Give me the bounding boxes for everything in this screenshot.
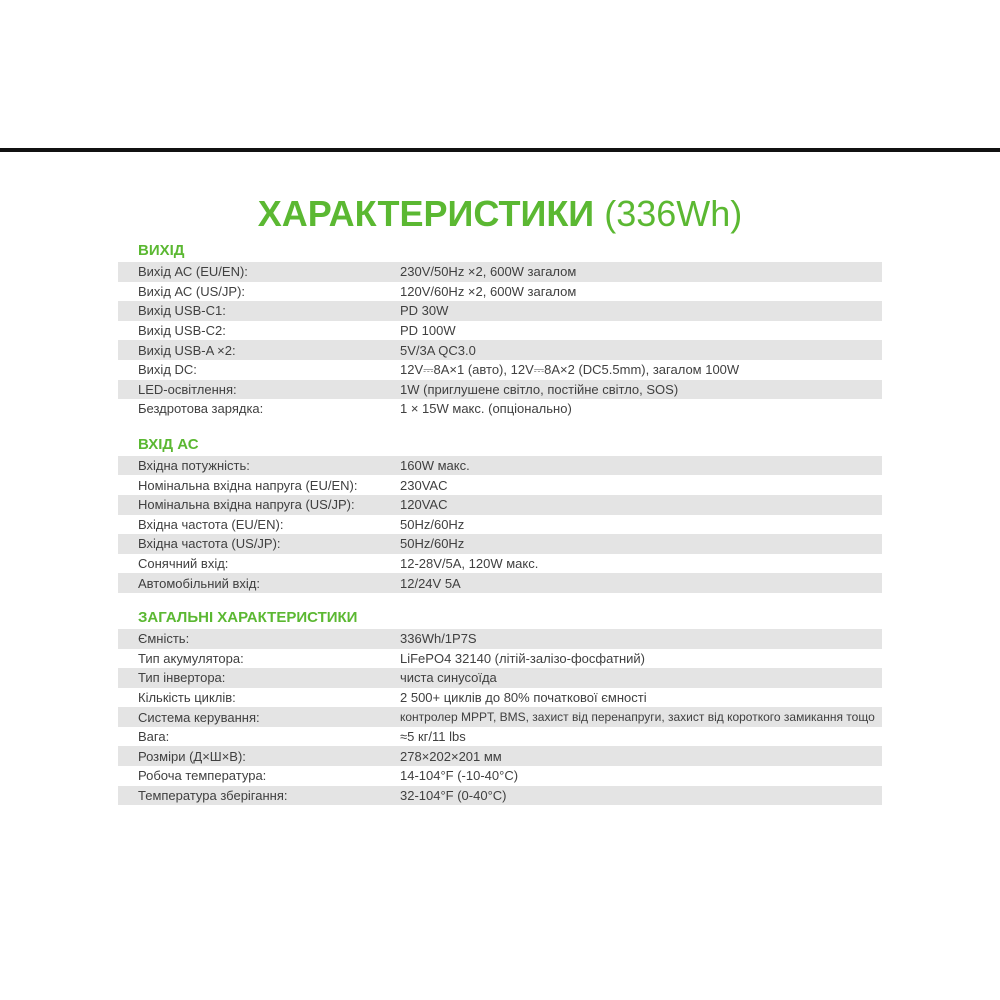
spec-label: Робоча температура: [138,768,267,784]
spec-row [118,380,882,400]
spec-label: Вихід АС (US/JP): [138,283,246,299]
spec-value: 336Wh/1P7S [400,631,477,647]
spec-label: Тип інвертора: [138,670,226,686]
spec-row [118,707,882,727]
spec-label: Кількість циклів: [138,689,236,705]
page-title-main: ХАРАКТЕРИСТИКИ [257,193,595,234]
section-ac-input [118,434,882,593]
spec-label: Вихід USB-C1: [138,303,226,319]
spec-label: Вхідна частота (EU/EN): [138,516,284,532]
spec-value: 50Hz/60Hz [400,536,465,552]
section-heading: ЗАГАЛЬНІ ХАРАКТЕРИСТИКИ [138,608,358,626]
spec-row [118,649,882,669]
spec-row [118,629,882,649]
spec-label: Вихід USB-C2: [138,323,226,339]
spec-row [118,515,882,535]
spec-row [118,262,882,282]
spec-row [118,746,882,766]
spec-label: Система керування: [138,709,260,725]
page-title-capacity: (336Wh) [604,193,743,234]
spec-label: Бездротова зарядка: [138,401,264,417]
section-heading: ВИХІД [138,242,185,259]
spec-value: чиста синусоїда [400,670,497,686]
spec-row [118,766,882,786]
spec-value: 12V⎓8A×1 (авто), 12V⎓8A×2 (DC5.5mm), загалом 100W [400,361,740,377]
spec-label: Автомобільний вхід: [138,575,260,591]
spec-row [118,573,882,593]
spec-value: 120V/60Hz ×2, 600W загалом [400,283,577,299]
spec-value: PD 30W [400,303,449,319]
top-divider [0,148,1000,152]
spec-label: Номінальна вхідна напруга (EU/EN): [138,477,358,493]
spec-value: 230V/50Hz ×2, 600W загалом [400,264,577,280]
spec-value: 120VAC [400,497,448,513]
spec-label: Температура зберігання: [138,787,288,803]
spec-value: 1W (приглушене світло, постійне світло, SOS) [400,381,679,397]
spec-value: контролер MPPT, BMS, захист від перенапруги, захист від короткого замикання тощо [400,710,875,725]
spec-row [118,321,882,341]
spec-value: 5V/3A QC3.0 [400,342,476,358]
spec-label: Розміри (Д×Ш×В): [138,748,246,764]
spec-label: Тип акумулятора: [138,650,244,666]
spec-label: Вихід USB-A ×2: [138,342,236,358]
spec-value: 12/24V 5A [400,575,461,591]
spec-label: Вага: [138,729,170,745]
spec-row [118,282,882,302]
spec-row [118,495,882,515]
spec-row [118,301,882,321]
spec-table [118,240,882,805]
spec-label: Сонячний вхід: [138,556,229,572]
spec-label: Вхідна частота (US/JP): [138,536,281,552]
spec-value: 1 × 15W макс. (опціонально) [400,401,572,417]
spec-value: 32-104°F (0-40°C) [400,787,507,803]
section-output [118,240,882,419]
spec-row [118,688,882,708]
spec-label: Номінальна вхідна напруга (US/JP): [138,497,355,513]
spec-row [118,340,882,360]
section-general [118,607,882,805]
spec-value: 230VAC [400,477,448,493]
section-heading: ВХІД АС [138,435,199,453]
page-title [0,190,1000,238]
spec-label: Вхідна потужність: [138,458,250,474]
spec-value: 2 500+ циклів до 80% початкової ємності [400,689,647,705]
spec-row [118,727,882,747]
spec-row [118,360,882,380]
spec-row [118,475,882,495]
spec-value: 160W макс. [400,458,470,474]
spec-value: 12-28V/5A, 120W макс. [400,556,539,572]
spec-value: 14-104°F (-10-40°C) [400,768,519,784]
spec-row [118,399,882,419]
spec-value: 278×202×201 мм [400,748,502,764]
spec-label: Вихід DC: [138,362,197,378]
spec-value: PD 100W [400,323,456,339]
spec-value: LiFePO4 32140 (літій-залізо-фосфатний) [400,650,646,666]
spec-label: Ємність: [138,631,190,647]
spec-label: Вихід АС (EU/EN): [138,264,248,280]
spec-label: LED-освітлення: [138,381,237,397]
spec-row [118,456,882,476]
spec-row [118,534,882,554]
spec-value: 50Hz/60Hz [400,516,465,532]
spec-value: ≈5 кг/11 lbs [400,729,466,745]
spec-row [118,786,882,806]
spec-row [118,554,882,574]
spec-row [118,668,882,688]
